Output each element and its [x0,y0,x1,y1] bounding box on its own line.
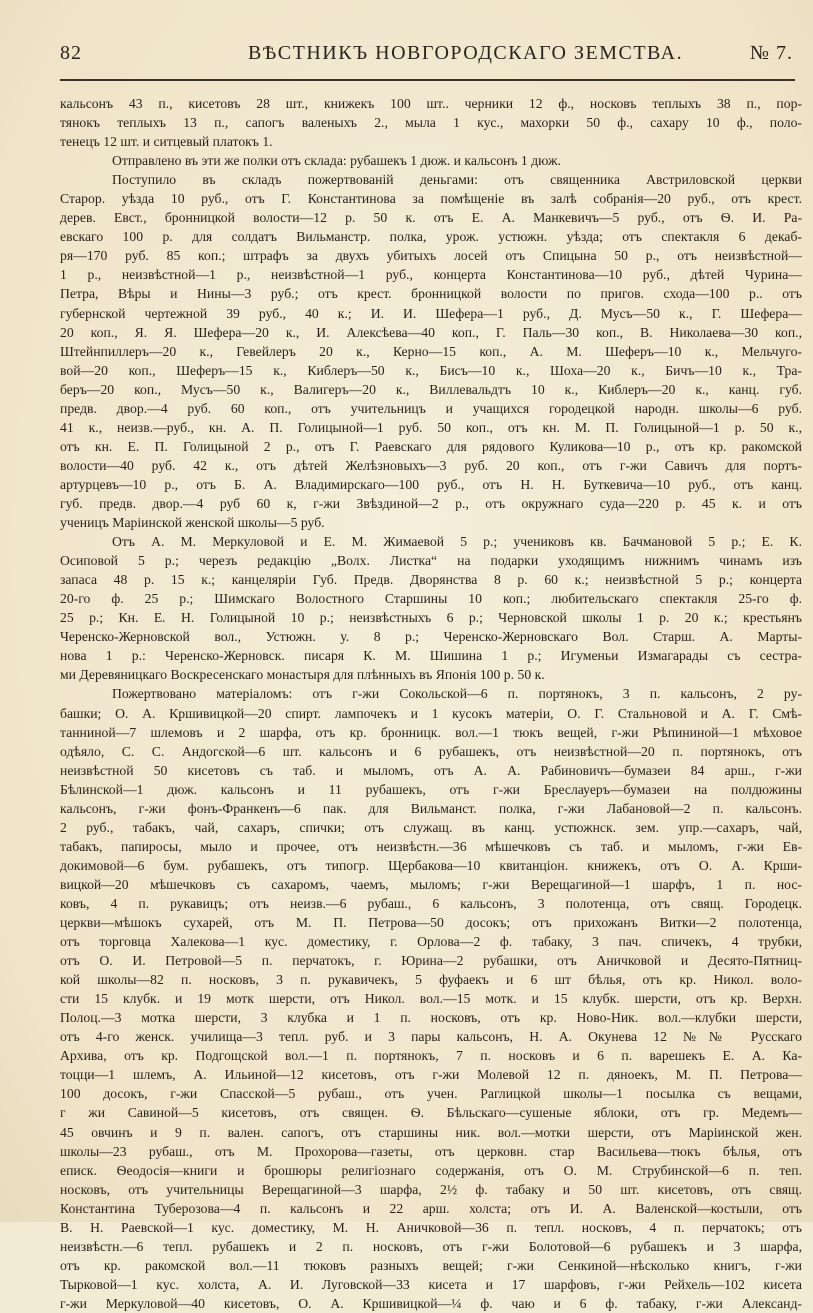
text-line: губернской чертежной 39 руб., 40 к.; И. И. Шефера—1 руб., Д. Мусъ—50 к., Г. Шефера— [60,305,802,321]
text-line: Черенско-Жерновской вол., Устюжн. у. 8 р.; Черенско-Жерновскаго Вол. Старш. А. Марты- [60,629,802,645]
text-line: Отъ А. М. Меркуловой и Е. М. Жимаевой 5 р.; учениковъ кв. Бачмановой 5 р.; Е. К. [112,534,802,550]
page-header [60,42,793,76]
text-line: волости—40 руб. 42 к., отъ дѣтей Желѣзновыхъ—3 руб. 20 коп., отъ г-жи Савичъ для портъ- [60,457,802,473]
text-line: башки; О. А. Кршивицкой—20 спирт. лампочекъ и 1 кусокъ матеріи, О. Г. Стальновой и А. Г. Смѣ- [60,705,802,721]
text-line: г жи Савиной—5 кисетовъ, отъ священ. Ѳ. Бѣльскаго—сушеные яблоки, отъ гр. Медемъ— [60,1105,802,1121]
issue-number: № 7. [749,42,793,64]
text-line: танниной—7 шлемовъ и 2 шарфа, отъ кр. бронницк. вол.—1 тюкъ вещей, г-жи Рѣпининой—1 мѣховое [60,724,802,740]
text-line: Пожертвовано матеріаломъ: отъ г-жи Сокольской—6 п. портянокъ, 3 п. кальсонъ, 2 ру- [112,686,802,702]
text-line: 20 коп., Я. Я. Шефера—20 к., И. Алексѣева—40 коп., Г. Паль—30 коп., В. Николаева—30 коп., [60,324,802,340]
text-line: кальсонъ 43 п., кисетовъ 28 шт., книжекъ 100 шт.. черники 12 ф., носковъ теплыхъ 38 п., пор- [60,96,802,111]
text-line: артурцевъ—10 р., отъ Б. А. Владимирскаго—100 руб., отъ Н. Н. Буткевича—10 руб., отъ канц. [60,476,802,492]
text-line: отъ кр. ракомской вол.—11 тюковъ разныхъ вещей; г-жи Сенкиной—нѣсколько книгъ, г-жи [60,1257,802,1273]
text-line: вицкой—20 мѣшечковъ съ сахаромъ, чаемъ, мыломъ; г-жи Верещагиной—1 шарфъ, 1 п. нос- [60,876,802,892]
text-line: г-жи Меркуловой—40 кисетовъ, О. А. Кршивицкой—¼ ф. чаю и 6 ф. табаку, г-жи Александ- [60,1295,802,1311]
text-line: отъ 4-го женск. училища—3 тепл. руб. и 3 пары кальсонъ, Н. А. Окунева 12 №№ Русскаго [60,1029,802,1045]
text-line: Старор. уѣзда 10 руб., отъ Г. Константинова за помѣщеніе въ залѣ собранія—20 руб., отъ крест. [60,191,802,207]
text-line: предв. двор.—4 руб. 60 коп., отъ учительницъ и учащихся городецкой народн. школы—6 руб. [60,400,802,416]
text-line: тянокъ теплыхъ 13 п., сапогъ валеныхъ 2., мыла 1 кус., махорки 50 ф., сахару 10 ф., поло- [60,115,802,131]
text-line: нова 1 р.: Черенско-Жерновск. писаря К. М. Шишина 1 р.; Игуменьи Измагарады съ сестра- [60,648,802,664]
text-line: евскаго 100 р. для солдатъ Вильманстр. полка, урож. устюжн. уѣзда; отъ спектакля 6 декаб- [60,229,802,245]
text-line: сти 15 клубк. и 19 мотк шерсти, отъ Никол. вол.—15 мотк. и 15 клубк. шерсти, отъ кр. Верхн. [60,991,802,1007]
text-line: отъ О. И. Петровой—5 п. перчатокъ, г. Юрина—2 рубашки, отъ Аничковой и Десято-Пятниц- [60,953,802,969]
text-line: 100 досокъ, г-жи Спасской—5 рубаш., отъ учен. Раглицкой школы—1 посылка съ вещами, [60,1086,802,1102]
text-line: 41 к., неизв.—руб., кн. А. П. Голицыной—1 руб. 50 коп., отъ кн. М. П. Голицыной—1 р. 50 к., [60,419,802,435]
text-line: Петра, Вѣры и Нины—3 руб.; отъ крест. бронницкой волости по пригов. схода—100 р.. отъ [60,286,802,302]
text-line: Полоц.—3 мотка шерсти, 3 клубка и 1 п. носковъ, отъ кр. Ново-Ник. вол.—клубки шерсти, [60,1010,802,1026]
text-line: Константина Туберозова—4 п. кальсонъ и 22 арш. холста; отъ И. А. Валенской—костыли, отъ [60,1200,802,1216]
text-line: вой—20 коп., Шеферъ—15 к., Киблеръ—50 к., Бисъ—10 к., Шоха—20 к., Бичъ—10 к., Тра- [60,362,802,378]
text-line: Штейнпиллеръ—20 к., Гевейлеръ 20 к., Керно—15 коп., А. М. Шеферъ—10 к., Мельчуго- [60,343,802,359]
text-line: 20-го ф. 25 р.; Шимскаго Волостного Старшины 10 коп.; любительскаго спектакля 25-го ф. [60,591,802,607]
text-line: неизвѣстной 50 кисетовъ съ таб. и мыломъ, отъ А. А. Рабиновичъ—бумазеи 84 арш., г-жи [60,762,802,778]
journal-title: ВѢСТНИКЪ НОВГОРОДСКАГО ЗЕМСТВА. [248,42,684,64]
text-line: 45 овчинъ и 9 п. вален. сапогъ, отъ старшины ник. вол.—мотки шерсти, отъ Маріинской жен. [60,1124,802,1140]
text-line: докимовой—6 бум. рубашекъ, отъ типогр. Щербакова—10 квитанціон. книжекъ, отъ О. А. Крши- [60,857,802,873]
text-line: ученицъ Маріинской женской школы—5 руб. [60,515,325,531]
text-line: носковъ, отъ учительницы Верещагиной—3 шарфа, 2½ ф. табаку и 50 шт. кисетовъ, отъ свящ. [60,1181,802,1197]
text-line: табакъ, папиросы, мыло и прочее, отъ неизвѣстн.—36 мѣшечковъ съ таб. и мыломъ, г-жи Ев- [60,838,802,854]
text-line: ми Деревяницкаго Воскресенскаго монастыря для плѣнныхъ въ Японія 100 р. 50 к. [60,667,545,683]
text-line: церкви—мѣшокъ сухарей, отъ М. П. Петрова—50 досокъ; отъ прихожанъ Витки—2 полотенца, [60,915,802,931]
header-rule [60,79,795,81]
text-line: одѣяло, С. С. Андогской—6 шт. кальсонъ и 6 рубашекъ, отъ неизвѣстной—20 п. портянокъ, отъ [60,743,802,759]
text-line: 1 р., неизвѣстной—1 р., неизвѣстной—1 руб., концерта Константинова—10 руб., дѣтей Чурина— [60,267,802,283]
text-line: кой школы—82 п. носковъ, 3 п. рукавичекъ, 5 фуфаекъ и 6 шт бѣлья, отъ кр. Никол. воло- [60,972,802,988]
text-line: В. Н. Раевской—1 кус. доместику, М. Н. Аничковой—36 п. тепл. носковъ, 4 п. перчатокъ; отъ [60,1219,802,1235]
text-line: 25 р.; Кн. Е. Н. Голицыной 10 р.; неизвѣстныхъ 6 р.; Черновской школы 1 р. 20 к.; крестьянъ [60,610,802,626]
text-line: губ. предв. двор.—4 руб 60 к, г-жи Звѣздиной—2 р., отъ окружнаго суда—220 р. 45 к. и отъ [60,495,802,511]
text-line: Архива, отъ кр. Подгощской вол.—1 п. портянокъ, 7 п. носковъ и 6 п. варешекъ Е. А. Ка- [60,1048,802,1064]
text-line: отъ кн. Е. П. Голицыной 2 р., отъ Г. Раевскаго для рядового Куликова—10 р., отъ кр. ракомской [60,438,802,454]
text-line: запаса 48 р. 15 к.; канцеляріи Губ. Предв. Дворянства 8 р. 60 к.; неизвѣстной 5 р.; концерта [60,572,802,588]
text-line: школы—23 рубаш., отъ М. Прохорова—газеты, отъ церковн. стар Васильева—тюкъ бѣлья, отъ [60,1143,802,1159]
text-line: Отправлено въ эти же полки отъ склада: рубашекъ 1 дюж. и кальсонъ 1 дюж. [112,153,561,169]
text-line: кальсонъ, г-жи фонъ-Франкенъ—6 пак. для Вильманст. полка, г-жи Лабановой—2 п. кальсонъ. [60,800,802,816]
text-line: Бѣлинской—1 дюж. кальсонъ и 11 рубашекъ, отъ г-жи Бреслауеръ—бумазеи на полдюжины [60,781,802,797]
text-line: беръ—20 коп., Мусъ—50 к., Валигеръ—20 к., Виллевальдтъ 10 к., Киблеръ—20 к., канц. губ. [60,381,802,397]
text-line: Поступило въ складъ пожертвованій деньгами: отъ священника Австриловской церкви [112,172,802,188]
text-line: отъ торговца Халекова—1 кус. доместику, г. Орлова—2 ф. табаку, 3 пач. спичекъ, 4 трубки, [60,934,802,950]
text-line: неизвѣстн.—6 тепл. рубашекъ и 2 п. носковъ, отъ г-жи Болотовой—6 рубашекъ и 3 шарфа, [60,1238,802,1254]
text-line: епиcк. Ѳеодосія—книги и брошюры религіознаго содержанія, отъ О. М. Струбинской—6 п. теп. [60,1162,802,1178]
body-text [60,94,802,1313]
text-line: дерев. Евст., бронницкой волости—12 р. 50 к. отъ Е. А. Манкевичъ—5 руб., отъ Ѳ. И. Ра- [60,210,802,226]
text-line: ря—170 руб. 85 коп.; штрафъ за двухъ убитыхъ лосей отъ Спицына 50 р., отъ неизвѣстной— [60,248,802,264]
page-number: 82 [60,42,82,64]
text-line: ковъ, 4 п. рукавицъ; отъ неизв.—6 рубаш., 6 кальсонъ, 3 полотенца, отъ свящ. Городецк. [60,895,802,911]
text-line: тоцци—1 шлемъ, А. Ильиной—12 кисетовъ, отъ г-жи Молевой 12 п. дяноекъ, М. П. Петрова— [60,1067,802,1083]
text-line: тенецъ 12 шт. и ситцевый платокъ 1. [60,134,273,150]
text-line: Тырковой—1 кус. холста, А. И. Луговской—33 кисета и 17 шарфовъ, г-жи Рейхель—102 кисета [60,1276,802,1292]
text-line: Осиповой 5 р.; черезъ редакцію „Волх. Листка“ на подарки уходящимъ нижнимъ чинамъ изъ [60,553,802,569]
text-line: 2 руб., табакъ, чай, сахаръ, спички; отъ служащ. въ канц. устюжнск. зем. упр.—сахаръ, чай, [60,819,802,835]
